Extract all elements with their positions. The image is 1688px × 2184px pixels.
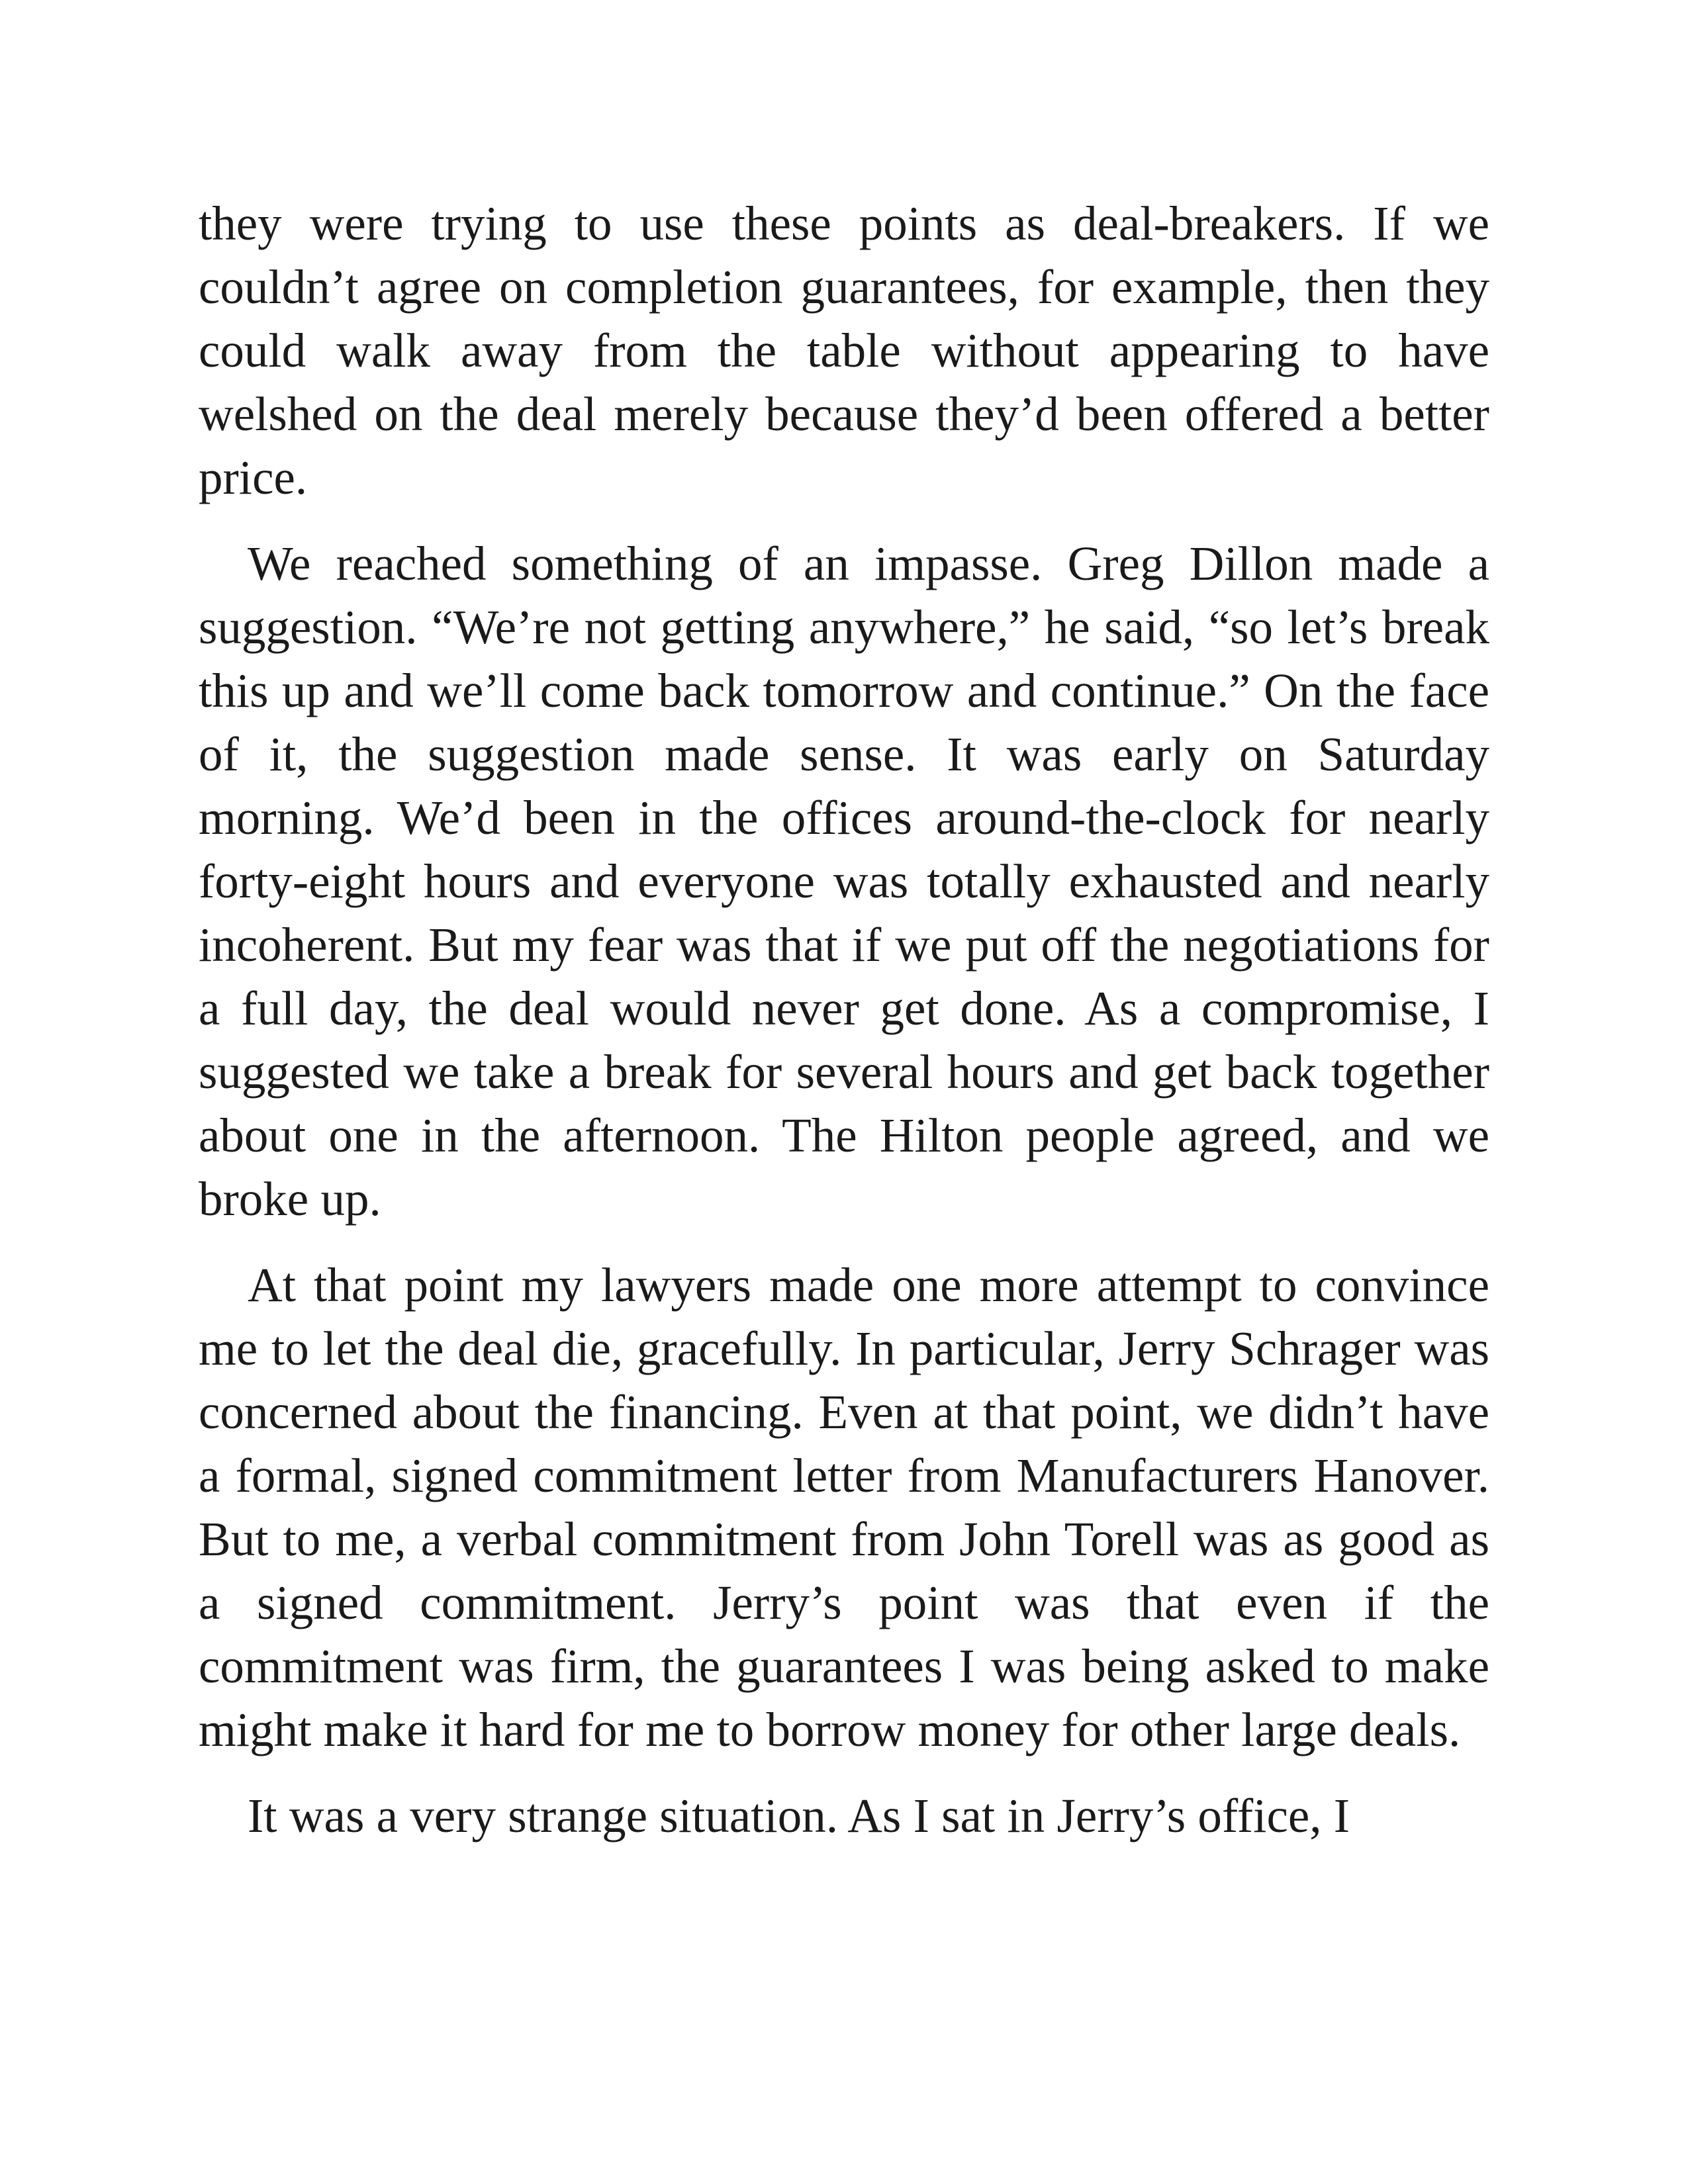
document-page xyxy=(199,192,1489,1870)
paragraph-1: they were trying to use these points as deal-breakers. If we couldn’t agree on completion guarantees, for example, then they could walk away from the table without appearing to have welshed on the deal merely because they’d been offered a better price. xyxy=(199,197,1489,504)
paragraph-4: It was a very strange situation. As I sat in Jerry’s office, I xyxy=(248,1789,1350,1843)
paragraph-2: We reached something of an impasse. Greg Dillon made a suggestion. “We’re not getting anywhere,” he said, “so let’s break this up and we’ll come back tomorrow and continue.” On the face of it, the suggestion made sense. It was early on Saturday morning. We’d been in the offices around-the-clock for nearly forty-eight hours and everyone was totally exhausted and nearly incoherent. But my fear was that if we put off the negotiations for a full day, the deal would never get done. As a compromise, I suggested we take a break for several hours and get back together about one in the afternoon. The Hilton people agreed, and we broke up. xyxy=(199,537,1489,1226)
paragraph-3: At that point my lawyers made one more attempt to convince me to let the deal die, gracefully. In particular, Jerry Schrager was concerned about the financing. Even at that point, we didn’t have a formal, signed commitment letter from Manufacturers Hanover. But to me, a verbal commitment from John Torell was as good as a signed commitment. Jerry’s point was that even if the commitment was firm, the guarantees I was being asked to make might make it hard for me to borrow money for other large deals. xyxy=(199,1258,1489,1756)
